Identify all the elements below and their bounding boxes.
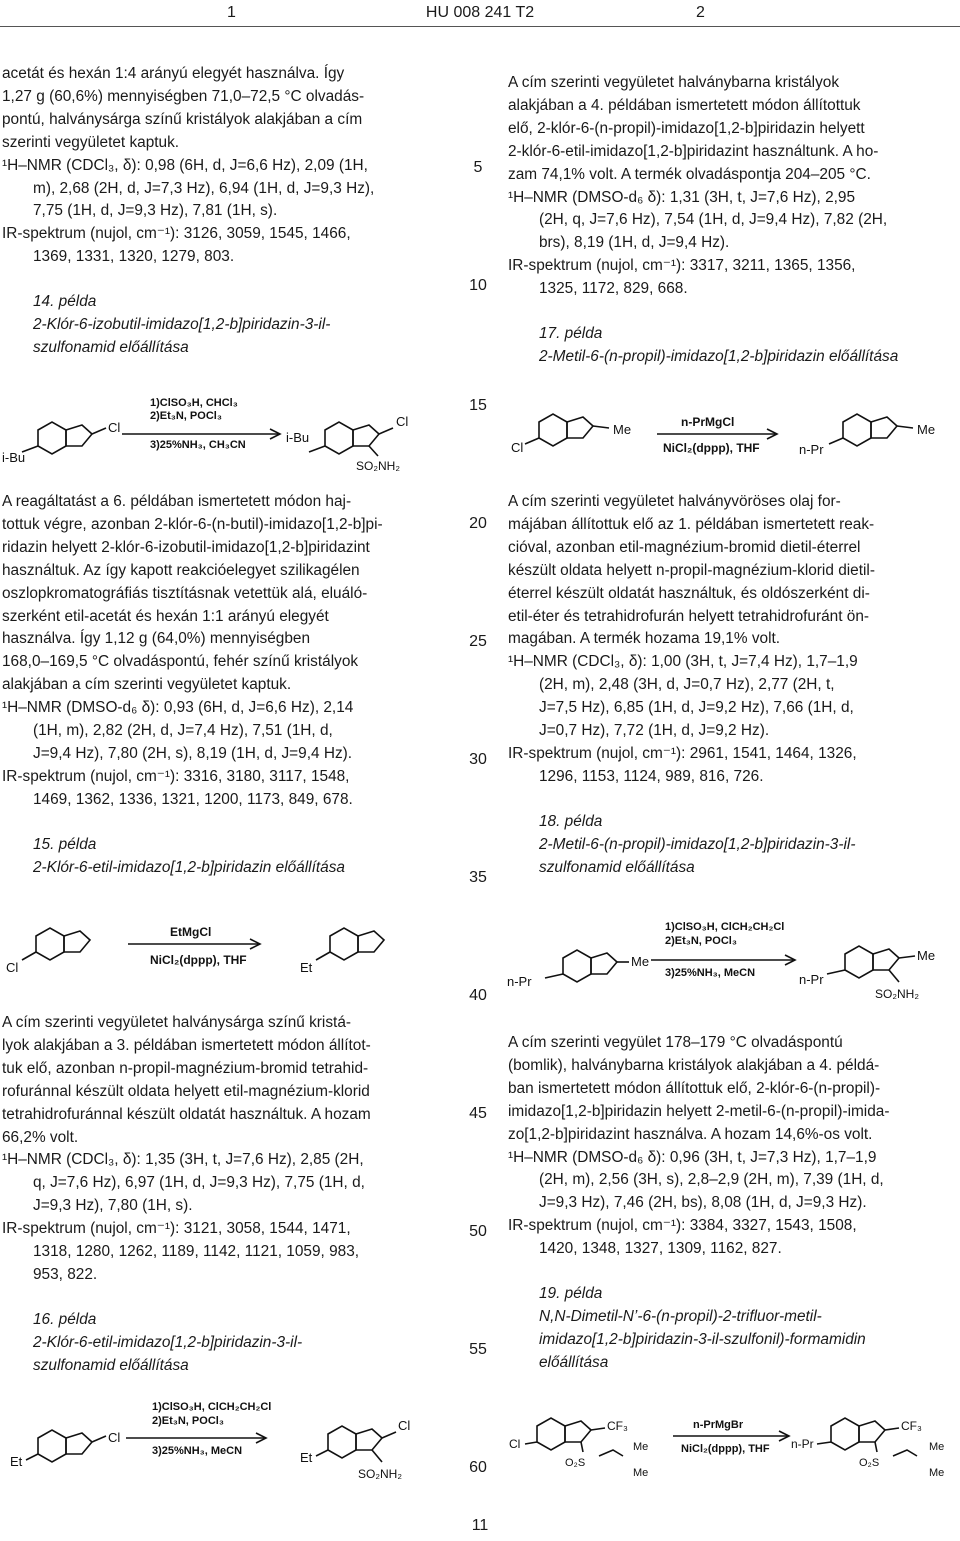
body-line: használva. Így 1,12 g (64,0%) mennyiségben xyxy=(2,630,311,648)
header-rule xyxy=(0,26,960,27)
substituent-label: Cl xyxy=(6,960,19,975)
example-title: 19. példa xyxy=(539,1285,603,1303)
reaction-scheme-15 xyxy=(0,910,450,980)
nmr-line: ¹H–NMR (DMSO-d₆ δ): 0,93 (6H, d, J=6,6 Hz), 2,14 xyxy=(2,699,354,717)
reagent-label: NiCl₂(dppp), THF xyxy=(681,1443,770,1455)
substituent-label: Me xyxy=(917,948,936,963)
body-line: zo[1,2-b]piridazint használva. A hozam 14,6%-os volt. xyxy=(508,1125,873,1143)
example-title: 18. példa xyxy=(539,812,603,830)
body-line: pontú, halványsárga színű kristályok alakjában a cím xyxy=(2,110,363,128)
patent-number: HU 008 241 T2 xyxy=(425,4,535,21)
substituent-label: Cl xyxy=(396,414,409,429)
body-line: etil-éter és tetrahidrofurán helyett tetrahidrofuránt ön- xyxy=(508,607,870,625)
substituent-label: Cl xyxy=(398,1418,411,1433)
ir-line: 1420, 1348, 1327, 1309, 1162, 827. xyxy=(539,1240,782,1258)
condition-label: 3)25%NH₃, MeCN xyxy=(665,967,756,979)
substituent-label: n-Pr xyxy=(799,442,824,457)
line-number: 5 xyxy=(473,159,483,176)
line-number: 55 xyxy=(469,1341,487,1358)
reagent-label: n-PrMgBr xyxy=(693,1419,744,1431)
example-subtitle: 2-Metil-6-(n-propil)-imidazo[1,2-b]piridazin előállítása xyxy=(539,347,899,365)
body-line: készült oldata helyett n-propil-magnézium-klorid dietil- xyxy=(508,561,875,579)
line-number: 10 xyxy=(469,277,487,294)
condition-label: 3)25%NH₃, CH₃CN xyxy=(150,439,246,451)
example-subtitle: előállítása xyxy=(539,1353,609,1371)
reagent-label: n-PrMgCl xyxy=(681,415,735,429)
reaction-scheme-18 xyxy=(505,914,960,1002)
body-line: 2-klór-6-etil-imidazo[1,2-b]piridazint használtunk. A ho- xyxy=(508,142,879,160)
right-top-section xyxy=(508,72,956,369)
line-number: 35 xyxy=(469,869,487,886)
nmr-line: J=9,3 Hz), 7,46 (2H, bs), 8,08 (1H, d, J=9,3 Hz). xyxy=(539,1194,867,1212)
substituent-label: CF₃ xyxy=(607,1419,628,1433)
condition-label: 2)Et₃N, POCl₃ xyxy=(665,935,737,947)
reaction-scheme-16 xyxy=(0,1398,450,1480)
substituent-label: i-Bu xyxy=(2,450,26,465)
nmr-line: J=9,4 Hz), 7,80 (2H, s), 8,19 (1H, d, J=9,4 Hz). xyxy=(33,744,353,762)
nmr-line: ¹H–NMR (CDCl₃, δ): 0,98 (6H, d, J=6,6 Hz), 2,09 (1H, xyxy=(2,156,368,174)
nmr-line: 7,75 (1H, d, J=9,3 Hz), 7,81 (1H, s). xyxy=(33,202,278,220)
body-line: elő, 2-klór-6-(n-propil)-imidazo[1,2-b]piridazin helyett xyxy=(508,119,865,137)
body-line: zam 74,1% volt. A termék olvadáspontja 204–205 °C. xyxy=(508,165,871,183)
example-subtitle: N,N-Dimetil-N’-6-(n-propil)-2-trifluor-metil- xyxy=(539,1307,822,1325)
ir-line: 1325, 1172, 829, 668. xyxy=(539,280,688,298)
example-title: 16. példa xyxy=(33,1310,97,1328)
ir-line: IR-spektrum (nujol, cm⁻¹): 3126, 3059, 1545, 1466, xyxy=(2,225,351,243)
nmr-line: ¹H–NMR (DMSO-d₆ δ): 1,31 (3H, t, J=7,6 Hz), 2,95 xyxy=(508,188,856,206)
page-footer-number: 11 xyxy=(471,1517,489,1534)
example-subtitle: szulfonamid előállítása xyxy=(539,858,695,876)
substituent-label: Et xyxy=(10,1454,23,1469)
line-number: 40 xyxy=(469,987,487,1004)
body-line: acetát és hexán 1:4 arányú elegyét használva. Így xyxy=(2,65,345,82)
reagent-label: EtMgCl xyxy=(170,925,212,939)
page-number-right: 2 xyxy=(696,4,705,21)
example-subtitle: 2-Klór-6-etil-imidazo[1,2-b]piridazin előállítása xyxy=(33,858,345,876)
body-line: éterrel készült oldatát használtuk, és oldószerként di- xyxy=(508,584,870,602)
body-line: alakjában a cím szerinti vegyületet kaptuk. xyxy=(2,676,292,694)
line-number: 60 xyxy=(469,1459,487,1476)
left-mid-section xyxy=(2,491,450,880)
line-number: 45 xyxy=(469,1105,487,1122)
example-subtitle: imidazo[1,2-b]piridazin-3-il-szulfonil)-formamidin xyxy=(539,1330,866,1348)
body-line: májában állítottuk elő az 1. példában ismertetett reak- xyxy=(508,515,875,533)
right-mid-section xyxy=(508,491,956,880)
nmr-line: m), 2,68 (2H, d, J=7,3 Hz), 6,94 (1H, d, J=9,3 Hz), xyxy=(33,179,375,197)
nmr-line: (2H, m), 2,56 (3H, s), 2,8–2,9 (2H, m), 7,39 (1H, d, xyxy=(539,1171,884,1189)
body-line: tottuk végre, azonban 2-klór-6-(n-butil)-imidazo[1,2-b]pi- xyxy=(2,515,383,533)
body-line: használtuk. Az így kapott reakcióelegyet szilikagélen xyxy=(2,561,360,579)
methyl-label: Me xyxy=(929,1467,945,1479)
substituent-label: n-Pr xyxy=(791,1437,814,1451)
reaction-scheme-14 xyxy=(0,388,450,473)
body-line: (bomlik), halványbarna kristályok alakjában a 4. példá- xyxy=(508,1056,880,1074)
methyl-label: Me xyxy=(929,1441,945,1453)
body-line: ban ismertetett módon állítottuk elő, 2-klór-6-(n-propil)- xyxy=(508,1079,881,1097)
reagent-label: NiCl₂(dppp), THF xyxy=(663,441,760,455)
substituent-label: Cl xyxy=(509,1437,521,1451)
line-number: 30 xyxy=(469,751,487,768)
nmr-line: J=7,5 Hz), 6,85 (1H, d, J=9,2 Hz), 7,66 (1H, d, xyxy=(539,699,854,717)
condition-label: 1)ClSO₃H, CHCl₃ xyxy=(150,397,238,409)
condition-label: 2)Et₃N, POCl₃ xyxy=(152,1415,224,1427)
example-subtitle: szulfonamid előállítása xyxy=(33,1356,189,1374)
sulfonamide-label: SO₂NH₂ xyxy=(358,1467,402,1481)
body-line: rofuránnal készült oldata helyett etil-magnézium-klorid xyxy=(2,1082,370,1100)
condition-label: 1)ClSO₃H, ClCH₂CH₂Cl xyxy=(665,921,785,933)
ir-line: IR-spektrum (nujol, cm⁻¹): 2961, 1541, 1464, 1326, xyxy=(508,744,857,762)
nmr-line: (1H, m), 2,82 (2H, d, J=7,4 Hz), 7,51 (1H, d, xyxy=(33,722,333,740)
ir-line: IR-spektrum (nujol, cm⁻¹): 3384, 3327, 1543, 1508, xyxy=(508,1217,857,1235)
example-subtitle: 2-Klór-6-izobutil-imidazo[1,2-b]piridazin-3-il- xyxy=(33,316,331,334)
nmr-line: ¹H–NMR (CDCl₃, δ): 1,35 (3H, t, J=7,6 Hz), 2,85 (2H, xyxy=(2,1151,364,1169)
example-title: 17. példa xyxy=(539,325,603,343)
body-line: A cím szerinti vegyületet halványsárga színű kristá- xyxy=(2,1014,352,1031)
body-line: cióval, azonban etil-magnézium-bromid dietil-éterrel xyxy=(508,538,861,556)
example-subtitle: szulfonamid előállítása xyxy=(33,338,189,356)
ir-line: IR-spektrum (nujol, cm⁻¹): 3121, 3058, 1544, 1471, xyxy=(2,1220,351,1238)
body-line: szerinti vegyületet kaptuk. xyxy=(2,133,180,151)
nmr-line: (2H, m), 2,48 (3H, d, J=0,7 Hz), 2,77 (2H, t, xyxy=(539,676,835,694)
substituent-label: Et xyxy=(300,960,313,975)
left-low-section xyxy=(2,1012,450,1378)
reaction-scheme-17 xyxy=(505,398,960,464)
line-number: 25 xyxy=(469,633,487,650)
page-number-left: 1 xyxy=(227,4,236,21)
body-line: A cím szerinti vegyületet halványbarna kristályok xyxy=(508,74,840,91)
line-number: 15 xyxy=(469,397,487,414)
line-number: 50 xyxy=(469,1223,487,1240)
example-subtitle: 2-Metil-6-(n-propil)-imidazo[1,2-b]piridazin-3-il- xyxy=(539,835,856,853)
body-line: tetrahidrofuránnal készült oldatát használtuk. A hozam xyxy=(2,1105,371,1123)
ir-line: 953, 822. xyxy=(33,1265,98,1283)
methyl-label: Me xyxy=(633,1441,649,1453)
substituent-label: Me xyxy=(917,422,936,437)
nmr-line: ¹H–NMR (DMSO-d₆ δ): 0,96 (3H, t, J=7,3 Hz), 1,7–1,9 xyxy=(508,1148,877,1166)
body-line: imidazo[1,2-b]piridazin helyett 2-metil-6-(n-propil)-imida- xyxy=(508,1102,890,1120)
methyl-label: Me xyxy=(633,1467,649,1479)
ir-line: IR-spektrum (nujol, cm⁻¹): 3317, 3211, 1365, 1356, xyxy=(508,257,856,275)
sulfonamide-label: SO₂NH₂ xyxy=(356,459,400,473)
body-line: szerként etil-acetát és hexán 1:1 arányú elegyét xyxy=(2,607,329,625)
condition-label: 1)ClSO₃H, ClCH₂CH₂Cl xyxy=(152,1401,272,1413)
substituent-label: Cl xyxy=(108,1430,121,1445)
sulfonamide-label: SO₂NH₂ xyxy=(875,987,919,1001)
substituent-label: Cl xyxy=(511,440,524,455)
substituent-label: Et xyxy=(300,1450,313,1465)
nmr-line: J=0,7 Hz), 7,72 (1H, d, J=9,2 Hz). xyxy=(539,722,770,740)
left-top-section xyxy=(2,63,450,360)
example-title: 14. példa xyxy=(33,293,97,311)
ir-line: 1318, 1280, 1262, 1189, 1142, 1121, 1059, 983, xyxy=(33,1243,360,1261)
reaction-scheme-19 xyxy=(505,1400,960,1482)
ir-line: 1369, 1331, 1320, 1279, 803. xyxy=(33,248,235,266)
ir-line: IR-spektrum (nujol, cm⁻¹): 3316, 3180, 3117, 1548, xyxy=(2,767,350,785)
nmr-line: ¹H–NMR (CDCl₃, δ): 1,00 (3H, t, J=7,4 Hz), 1,7–1,9 xyxy=(508,653,858,671)
body-line: oszlopkromatográfiás tisztításnak vetettük alá, eluáló- xyxy=(2,584,368,602)
substituent-label: CF₃ xyxy=(901,1419,922,1433)
body-line: 168,0–169,5 °C olvadáspontú, fehér színű kristályok xyxy=(2,653,359,671)
body-line: A cím szerinti vegyület 178–179 °C olvadáspontú xyxy=(508,1034,843,1051)
sulfonyl-label: O₂S xyxy=(859,1457,880,1469)
body-line: ridazin helyett 2-klór-6-izobutil-imidazo[1,2-b]piridazint xyxy=(2,538,370,556)
line-number: 20 xyxy=(469,515,487,532)
substituent-label: n-Pr xyxy=(507,974,532,989)
body-line: lyok alakjában a 3. példában ismertetett módon állítot- xyxy=(2,1036,371,1054)
body-line: alakjában a 4. példában ismertetett módon állítottuk xyxy=(508,96,861,114)
nmr-line: brs), 8,19 (1H, d, J=9,4 Hz). xyxy=(539,234,730,252)
substituent-label: i-Bu xyxy=(286,430,310,445)
right-low-section xyxy=(508,1032,956,1375)
example-subtitle: 2-Klór-6-etil-imidazo[1,2-b]piridazin-3-il- xyxy=(33,1333,303,1351)
sulfonyl-label: O₂S xyxy=(565,1457,586,1469)
substituent-label: n-Pr xyxy=(799,972,824,987)
nmr-line: (2H, q, J=7,6 Hz), 7,54 (1H, d, J=9,4 Hz), 7,82 (2H, xyxy=(539,211,888,229)
body-line: A reagáltatást a 6. példában ismertetett módon haj- xyxy=(2,493,352,510)
reagent-label: NiCl₂(dppp), THF xyxy=(150,953,247,967)
ir-line: 1296, 1153, 1124, 989, 816, 726. xyxy=(539,767,764,785)
body-line: A cím szerinti vegyületet halványvöröses olaj for- xyxy=(508,493,841,510)
condition-label: 2)Et₃N, POCl₃ xyxy=(150,410,222,422)
nmr-line: J=9,3 Hz), 7,80 (1H, s). xyxy=(33,1197,193,1215)
body-line: magában. A termék hozama 19,1% volt. xyxy=(508,630,781,648)
body-line: 1,27 g (60,6%) mennyiségben 71,0–72,5 °C olvadás- xyxy=(2,87,365,105)
example-title: 15. példa xyxy=(33,835,97,853)
condition-label: 3)25%NH₃, MeCN xyxy=(152,1445,243,1457)
substituent-label: Me xyxy=(613,422,632,437)
nmr-line: q, J=7,6 Hz), 6,97 (1H, d, J=9,3 Hz), 7,75 (1H, d, xyxy=(33,1174,365,1192)
substituent-label: Cl xyxy=(108,420,121,435)
ir-line: 1469, 1362, 1336, 1321, 1200, 1173, 849, 678. xyxy=(33,790,353,808)
body-line: tuk elő, azonban n-propil-magnézium-bromid tetrahid- xyxy=(2,1059,369,1077)
substituent-label: Me xyxy=(631,954,650,969)
body-line: 66,2% volt. xyxy=(2,1128,79,1146)
